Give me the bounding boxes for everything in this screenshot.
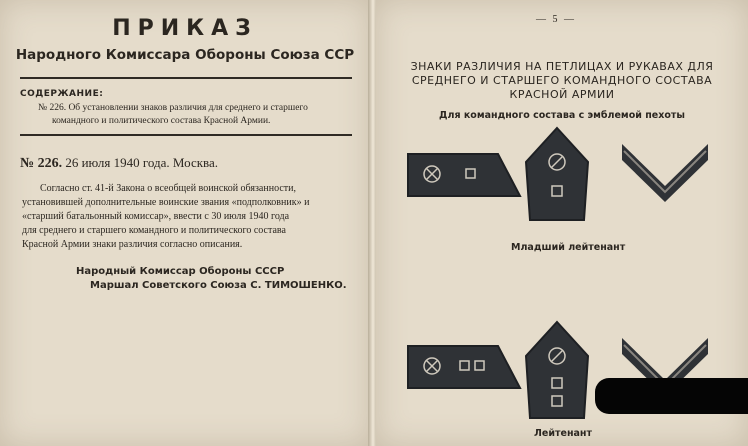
contents-line: № 226. Об установлении знаков различия для среднего и старшего — [38, 103, 308, 113]
page-number: — 5 — — [536, 14, 576, 25]
contents-heading: СОДЕРЖАНИЕ: — [20, 89, 104, 99]
shoulder-tab-2 — [524, 320, 590, 420]
shoulder-tab-1 — [524, 126, 590, 222]
rank-caption-lieutenant: Лейтенант — [534, 428, 592, 439]
redaction-bar — [595, 378, 748, 414]
order-header — [20, 155, 218, 172]
insignia-heading-line: ЗНАКИ РАЗЛИЧИЯ НА ПЕТЛИЦАХ И РУКАВАХ ДЛЯ — [410, 60, 714, 73]
insignia-heading-line: КРАСНОЙ АРМИИ — [509, 88, 615, 101]
body-line: Согласно ст. 41-й Закона о всеобщей воинской обязанности, — [40, 183, 296, 194]
left-page — [0, 0, 370, 446]
order-title: ПРИКАЗ — [112, 16, 258, 41]
collar-tab-1 — [404, 150, 524, 200]
order-subtitle: Народного Комиссара Обороны Союза ССР — [15, 47, 355, 63]
sleeve-chevron-1 — [620, 142, 710, 204]
section-subtitle: Для командного состава с эмблемой пехоты — [439, 110, 685, 121]
body-line: Красной Армии знаки различия согласно описания. — [22, 239, 243, 250]
collar-tab-2 — [404, 342, 524, 392]
signature-name: Маршал Советского Союза С. ТИМОШЕНКО. — [90, 280, 347, 291]
signature-title: Народный Комиссар Обороны СССР — [76, 266, 285, 277]
top-divider — [20, 77, 352, 79]
body-line: установившей дополнительные воинские звания «подполковник» и — [22, 197, 310, 208]
contents-line: командного и политического состава Красной Армии. — [52, 116, 271, 126]
order-date: 26 июля 1940 года. Москва. — [65, 155, 219, 170]
body-line: «старший батальонный комиссар», ввести с 30 июля 1940 года — [22, 211, 290, 222]
rank-caption-junior-lieutenant: Младший лейтенант — [511, 242, 626, 253]
bottom-divider — [20, 134, 352, 136]
body-line: для среднего и старшего командного и политического состава — [22, 225, 286, 236]
order-number: № 226. — [20, 156, 63, 171]
insignia-heading-line: СРЕДНЕГО И СТАРШЕГО КОМАНДНОГО СОСТАВА — [411, 74, 713, 87]
